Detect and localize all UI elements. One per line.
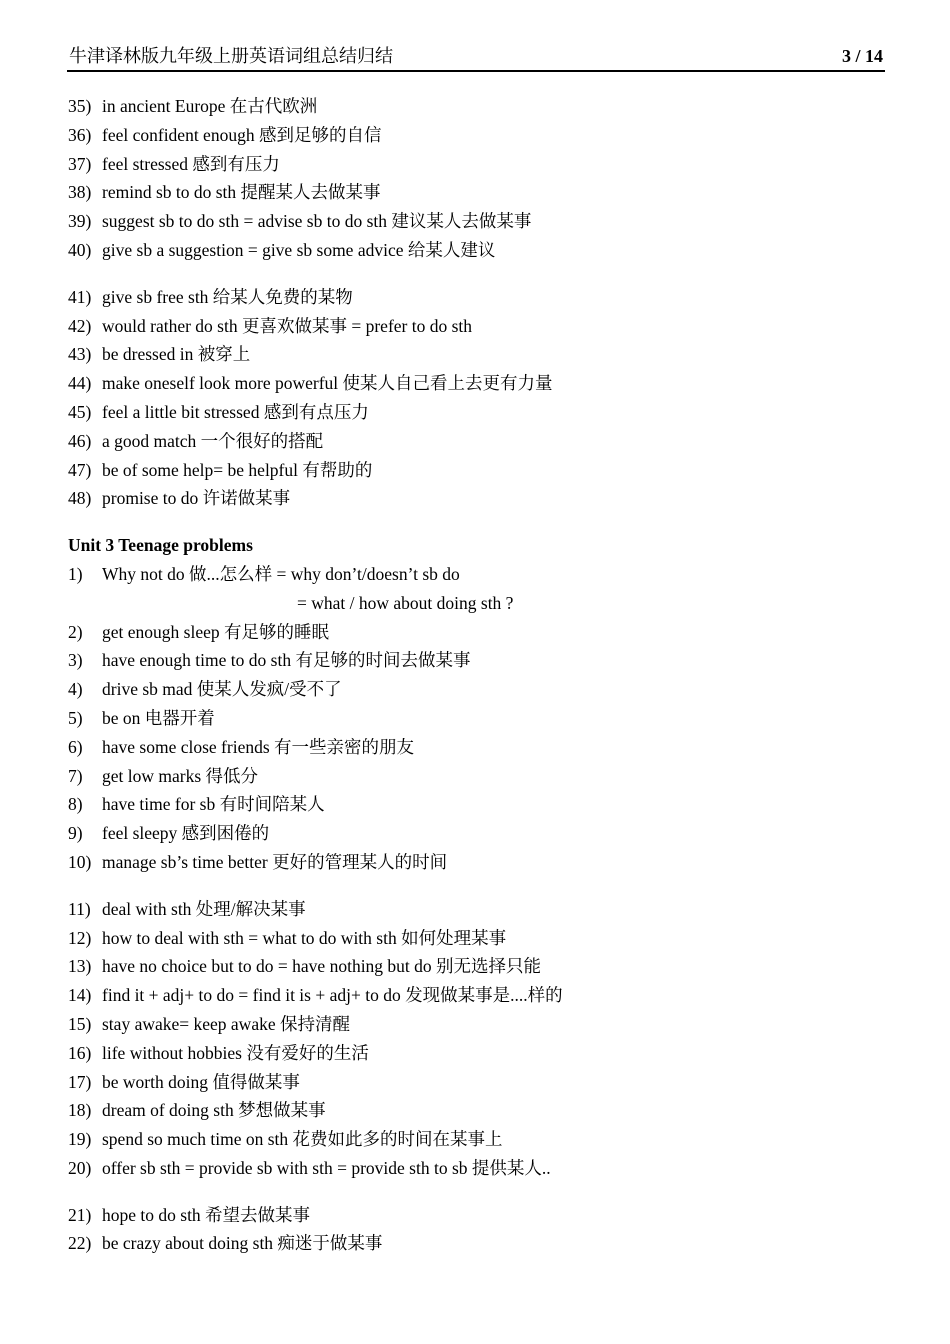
list-item-continuation: = what / how about doing sth ? xyxy=(297,592,514,613)
item-number: 44) xyxy=(68,373,92,394)
list-item xyxy=(68,369,886,398)
list-item xyxy=(68,92,886,121)
item-text: feel confident enough 感到足够的自信 xyxy=(102,124,382,145)
list-item xyxy=(68,981,886,1010)
item-number: 7) xyxy=(68,765,83,786)
item-number: 45) xyxy=(68,401,92,422)
item-number: 4) xyxy=(68,679,83,700)
list-item xyxy=(68,1068,886,1097)
item-text: offer sb sth = provide sb with sth = provide sth to sb 提供某人.. xyxy=(102,1157,551,1178)
item-text: find it + adj+ to do = find it is + adj+ to do 发现做某事是....样的 xyxy=(102,985,563,1006)
document-title: 牛津译林版九年级上册英语词组总结归结 xyxy=(69,46,393,66)
item-text: suggest sb to do sth = advise sb to do sth 建议某人去做某事 xyxy=(102,211,532,232)
item-text: be on 电器开着 xyxy=(102,707,215,728)
item-number: 40) xyxy=(68,239,92,260)
item-number: 37) xyxy=(68,153,92,174)
item-number: 22) xyxy=(68,1233,92,1254)
spacer xyxy=(68,513,886,531)
list-item xyxy=(68,560,886,589)
item-text: manage sb’s time better 更好的管理某人的时间 xyxy=(102,851,448,872)
item-text: be worth doing 值得做某事 xyxy=(102,1071,300,1092)
phrase-group-1 xyxy=(68,92,886,265)
item-text: make oneself look more powerful 使某人自己看上去更有力量 xyxy=(102,373,553,394)
list-item xyxy=(68,924,886,953)
item-text: feel sleepy 感到困倦的 xyxy=(102,823,270,844)
item-text: drive sb mad 使某人发疯/受不了 xyxy=(102,679,342,700)
item-text: give sb free sth 给某人免费的某物 xyxy=(102,286,353,307)
item-text: have time for sb 有时间陪某人 xyxy=(102,794,325,815)
list-item xyxy=(68,895,886,924)
item-number: 5) xyxy=(68,707,83,728)
item-text: stay awake= keep awake 保持清醒 xyxy=(102,1013,350,1034)
item-text: have no choice but to do = have nothing but do 别无选择只能 xyxy=(102,956,542,977)
item-text: be of some help= be helpful 有帮助的 xyxy=(102,459,373,480)
item-number: 17) xyxy=(68,1071,92,1092)
list-item xyxy=(68,312,886,341)
phrase-group-4 xyxy=(68,895,886,1183)
page-number: 3 / 14 xyxy=(841,46,883,66)
item-text: feel a little bit stressed 感到有点压力 xyxy=(102,401,369,422)
item-text: give sb a suggestion = give sb some advice 给某人建议 xyxy=(102,239,496,260)
list-item xyxy=(68,704,886,733)
item-number: 21) xyxy=(68,1204,92,1225)
list-item xyxy=(68,456,886,485)
item-number: 18) xyxy=(68,1100,92,1121)
list-item xyxy=(68,178,886,207)
item-text: spend so much time on sth 花费如此多的时间在某事上 xyxy=(102,1129,503,1150)
list-item xyxy=(68,283,886,312)
item-text: have enough time to do sth 有足够的时间去做某事 xyxy=(102,650,471,671)
list-item xyxy=(68,1010,886,1039)
item-text: would rather do sth 更喜欢做某事 = prefer to do sth xyxy=(102,315,473,336)
list-item xyxy=(68,398,886,427)
item-text: a good match 一个很好的搭配 xyxy=(102,430,324,451)
item-number: 16) xyxy=(68,1042,92,1063)
item-text: hope to do sth 希望去做某事 xyxy=(102,1204,311,1225)
list-item xyxy=(68,618,886,647)
item-number: 1) xyxy=(68,563,83,584)
item-number: 11) xyxy=(68,898,91,919)
item-number: 46) xyxy=(68,430,92,451)
item-text: get low marks 得低分 xyxy=(102,765,259,786)
list-item xyxy=(68,1201,886,1230)
list-item xyxy=(68,848,886,877)
item-number: 6) xyxy=(68,736,83,757)
item-number: 12) xyxy=(68,927,92,948)
page-header xyxy=(67,44,885,72)
list-item xyxy=(68,819,886,848)
list-item xyxy=(68,236,886,265)
item-text: deal with sth 处理/解决某事 xyxy=(102,898,306,919)
item-number: 19) xyxy=(68,1129,92,1150)
list-item xyxy=(68,675,886,704)
item-number: 41) xyxy=(68,286,92,307)
item-number: 10) xyxy=(68,851,92,872)
item-number: 13) xyxy=(68,956,92,977)
item-number: 9) xyxy=(68,823,83,844)
document-body xyxy=(68,92,886,1258)
phrase-group-3 xyxy=(68,560,886,877)
list-item xyxy=(68,1229,886,1258)
item-text: have some close friends 有一些亲密的朋友 xyxy=(102,736,415,757)
phrase-group-5 xyxy=(68,1201,886,1259)
item-text: how to deal with sth = what to do with sth 如何处理某事 xyxy=(102,927,507,948)
phrase-group-2 xyxy=(68,283,886,513)
item-text: dream of doing sth 梦想做某事 xyxy=(102,1100,326,1121)
list-item xyxy=(68,427,886,456)
list-item xyxy=(68,340,886,369)
item-text: get enough sleep 有足够的睡眠 xyxy=(102,621,329,642)
spacer xyxy=(68,265,886,283)
item-text: be crazy about doing sth 痴迷于做某事 xyxy=(102,1233,383,1254)
item-text: Why not do 做...怎么样 = why don’t/doesn’t sb do xyxy=(102,563,460,584)
item-number: 43) xyxy=(68,344,92,365)
item-text: life without hobbies 没有爱好的生活 xyxy=(102,1042,369,1063)
unit-heading: Unit 3 Teenage problems xyxy=(68,535,253,556)
item-number: 8) xyxy=(68,794,83,815)
list-item xyxy=(68,1125,886,1154)
list-item xyxy=(68,484,886,513)
item-text: promise to do 许诺做某事 xyxy=(102,488,291,509)
item-number: 38) xyxy=(68,182,92,203)
item-number: 2) xyxy=(68,621,83,642)
spacer xyxy=(68,1183,886,1201)
spacer xyxy=(68,877,886,895)
list-item xyxy=(68,762,886,791)
item-number: 48) xyxy=(68,488,92,509)
item-text: be dressed in 被穿上 xyxy=(102,344,251,365)
item-text: in ancient Europe 在古代欧洲 xyxy=(102,96,318,116)
item-number: 14) xyxy=(68,985,92,1006)
item-number: 35) xyxy=(68,96,92,116)
list-item xyxy=(68,150,886,179)
item-number: 47) xyxy=(68,459,92,480)
list-item xyxy=(68,733,886,762)
item-number: 36) xyxy=(68,124,92,145)
item-number: 20) xyxy=(68,1157,92,1178)
list-item xyxy=(68,646,886,675)
list-item xyxy=(68,1096,886,1125)
item-number: 39) xyxy=(68,211,92,232)
list-item xyxy=(68,1039,886,1068)
list-item xyxy=(68,952,886,981)
list-item xyxy=(68,790,886,819)
list-item xyxy=(68,207,886,236)
list-item xyxy=(68,121,886,150)
list-item xyxy=(68,1154,886,1183)
item-number: 3) xyxy=(68,650,83,671)
item-text: feel stressed 感到有压力 xyxy=(102,153,280,174)
item-number: 42) xyxy=(68,315,92,336)
item-number: 15) xyxy=(68,1013,92,1034)
item-text: remind sb to do sth 提醒某人去做某事 xyxy=(102,182,381,203)
